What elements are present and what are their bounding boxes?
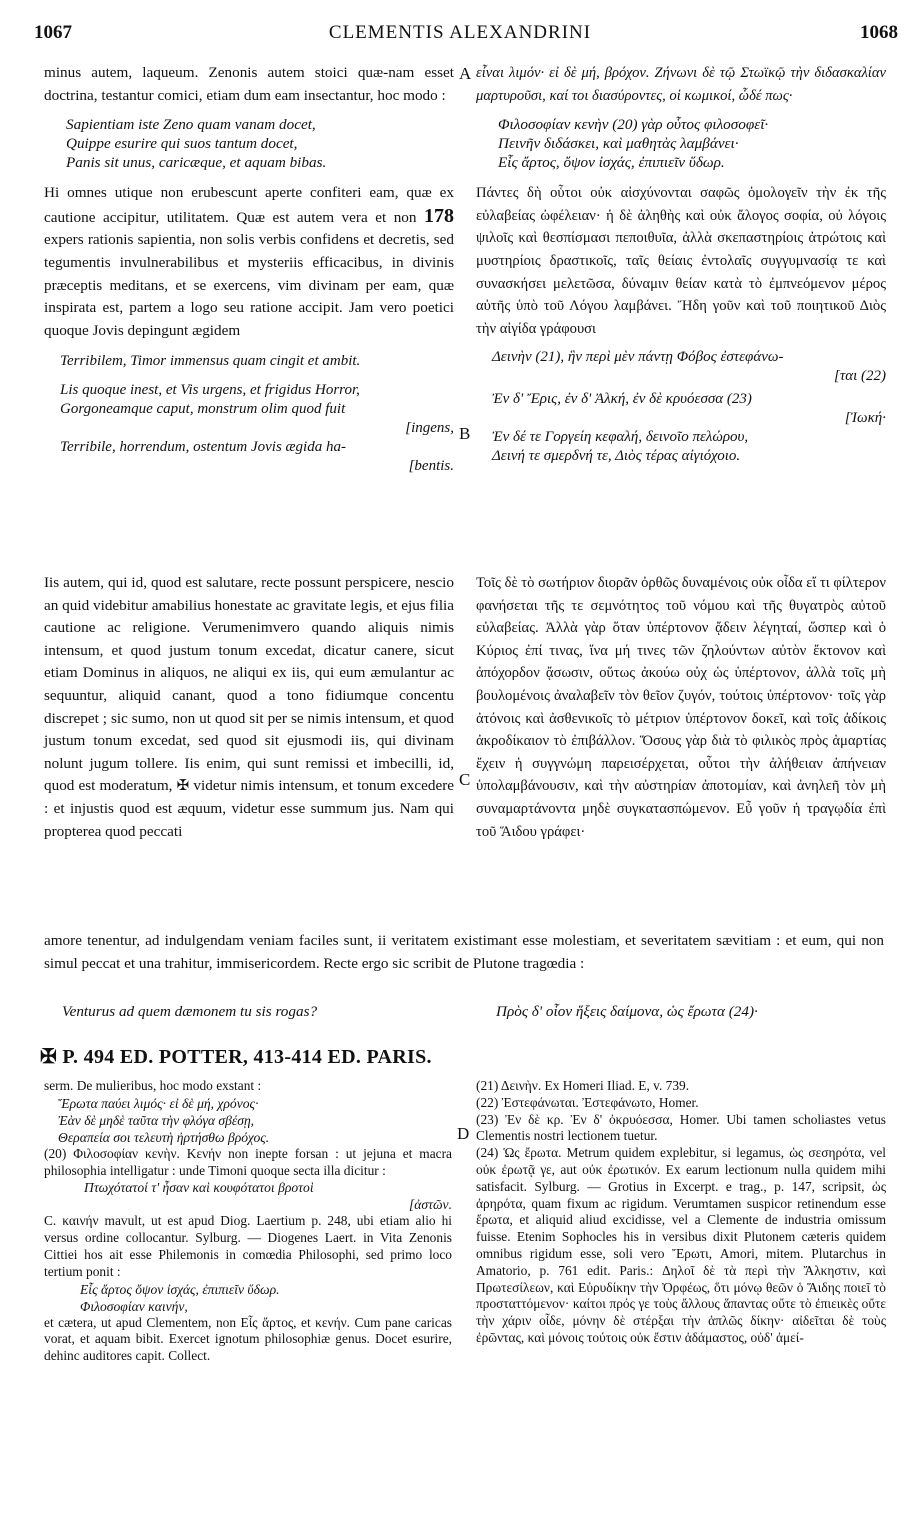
verse-line: Ἐν δέ τε Γοργείη κεφαλή, δεινοῖο πελώρου, <box>492 429 749 446</box>
verse-line: Terribile, horrendum, ostentum Jovis ægida ha- <box>60 439 346 456</box>
note-verse: Ἐὰν δὲ μηδὲ ταῦτα τὴν φλόγα σβέσῃ, <box>58 1112 255 1128</box>
verse-line: Lis quoque inest, et Vis urgens, et frigidus Horror, <box>60 382 360 399</box>
greek-intro: εἶναι λιμόν· εἰ δὲ μή, βρόχον. Ζήνωνι δὲ τῷ Στωϊκῷ τὴν διδασκαλίαν μαρτυροῦσι, καί τοι διασύροντες, οἱ κωμικοί, ὧδέ πως· <box>476 65 886 104</box>
note-21: (21) Δεινὴν. Ex Homeri Iliad. E, v. 739. <box>476 1078 690 1093</box>
note-verse: Εἷς ἄρτος ὄψον ἰσχάς, ἐπιπιεῖν ὕδωρ. <box>80 1281 280 1297</box>
verse-line: Quippe esurire qui suos tantum docet, <box>66 135 298 153</box>
running-title: CLEMENTIS ALEXANDRINI <box>328 22 592 43</box>
latin-quote: Venturus ad quem dæmonem tu sis rogas? <box>62 1003 318 1020</box>
verse-line: Gorgoneamque caput, monstrum olim quod fuit <box>60 401 346 418</box>
latin-paragraph-3: Iis autem, qui id, quod est salutare, recte possunt perspicere, nescio an quid videbitur amabilius honestate ac gravitate legis, et ejus filia cautione ac religione. Verumenimvero quando aliquis nimis intensum, et quod justum tonum excedat, dicatur canere, sicut etiam Dominus in aliquos, ne aliqui ex iis, qui eum æmulantur ac sequuntur, aliquid canant, quod a tono fidiumque concentu discrepet ; sic sumo, non ut quod sit per se nimis intensum, et quod justum tonum excedat, sed quod sit ejusmodi iis, qui divinam nolunt jugum tollere. Iis enim, qui sunt remissi et imbecilli, id, quod est moderatum, ✠ videtur nimis intensum, et tonum excedere : et injustis quod est æquum, videtur esse summum jus. Nam qui propterea quod peccati <box>44 574 454 840</box>
verse-line: [bentis. <box>408 458 454 475</box>
note-verse: Ἔρωτα παύει λιμός· εἰ δὲ μή, χρόνος· <box>58 1095 259 1111</box>
verse-line: [Ἰωκή· <box>844 410 886 427</box>
latin-verse-2a: Terribilem, Timor immensus quam cingit et ambit. <box>60 353 361 370</box>
section-heading: ✠ P. 494 ED. POTTER, 413-414 ED. PARIS. <box>40 1046 432 1068</box>
full-width-paragraph: amore tenentur, ad indulgendam veniam faciles sunt, ii veritatem existimant esse molestiam, et severitatem sævitiam : et eum, qui non simul peccat et una trahitur, immisericordem. Recte ergo sic scribit de Plutone tragœdia : <box>44 932 884 972</box>
note-20: (20) Φιλοσοφίαν κενὴν. Κενήν non inepte forsan : ut jejuna et macra philosophia intelligatur : unde Timoni quoque secta illa dicitur : <box>44 1145 452 1178</box>
page-number-right: 1068 <box>860 22 898 43</box>
verse-line: Δεινὴν (21), ἣν περὶ μὲν πάντῃ Φόβος ἐστεφάνω- <box>492 349 784 366</box>
note-verse: Θεραπεία σοι τελευτὴ ἠρτήσθω βρόχος. <box>58 1129 270 1145</box>
greek-quote: Πρὸς δ' οἷον ἥξεις δαίμονα, ὡς ἔρωτα (24)· <box>496 1003 758 1020</box>
verse-line: Εἷς ἄρτος, ὄψον ἰσχάς, ἐπιπιεῖν ὕδωρ. <box>498 154 725 172</box>
margin-letter-b: B <box>459 424 471 443</box>
note-23: (23) Ἐν δὲ κρ. Ἐν δ' ὀκρυόεσσα, Homer. Ubi tamen scholiastes vetus Clementis nostri lectionem tuetur. <box>476 1111 886 1144</box>
margin-letter-c: C <box>459 770 471 789</box>
latin-column-lower <box>44 572 454 843</box>
greek-verse-2a <box>476 348 886 386</box>
verse-line: Panis sit unus, caricæque, et aquam bibas. <box>66 154 327 172</box>
greek-column-lower <box>476 572 886 843</box>
latin-column <box>44 62 454 476</box>
verse-line: Sapientiam iste Zeno quam vanam docet, <box>66 116 316 134</box>
greek-verse-2b <box>476 390 886 466</box>
note-20-end: et cætera, ut apud Clementem, non Εἷς ἄρτος, et κενήν. Cum pane caricas vorat, et aquam bibit. Exercet ignotum philosophiæ genus. Docet esurire, dehinc auditores capit. Collect. <box>44 1314 452 1364</box>
latin-paragraph-2: Hi omnes utique non erubescunt aperte confiteri eam, quæ ex cautione accipitur, utilitatem. Quæ est autem vera et non 178 expers rationis sapientia, non solis verbis confidens et decretis, sed tegumentis invulnerabilibus et mysteriis efficacibus, in divinis præceptis meditans, et se exercens, vim divinam per eam, quæ inspirata est, partem a logo seu ratione accipit. Jam vero poetici quoque Jovis depingunt ægidem <box>44 184 455 339</box>
note-verse: Πτωχότατοί τ' ἦσαν καὶ κουφότατοι βροτοὶ <box>84 1180 314 1196</box>
note-24: (24) Ὡς ἔρωτα. Metrum quidem explebitur, si legamus, ὡς σεσηρότα, vel οὐκ ἐρωτᾷ γε, aut οὐκ ἐρωτικόν. Ex earum lectionum nulla quidem mihi satisfacit. Sylburg. — Grotius in Excerpt. e trag., p. 147, scripsit, ὡς ἀρηρότα, quam fixum ac rigidum. Verumtamen suspicor retinendum esse ἔρωτα, et aliquid aliud excidisse, vel a Clemente de industria omissum fuisse. Etenim Sophocles his in versibus dixit Plutonem cæteris quidem omnibus rigidum esse, soli vero Ἔρωτι, Amori, mitem. Plutarchus in Amatorio, p. 761 edit. Paris.: Δηλοῖ δὲ τὰ περὶ τὴν Ἄλκηστιν, καὶ Πρωτεσίλεων, καὶ Εὐρυδίκην τὴν Ὀρφέως, ὅτι μόνῳ θεῶν ὁ Ἅιδης ποιεῖ τὸ προσταττόμενον· καίτοι πρός γε τοὺς ἄλλους ἅπαντας οὔτε τὸ ἐπιεικὲς οὔτε τὴν χάριν οἶδε, μόνην δὲ στέρξαι τὴν ἁπλῶς δίκην· αἰδεῖται δὲ τοὺς ἐρῶντας, καὶ μόνοις τούτοις οὐκ ἔστιν ἀδάμαστος, οὐδ' ἀμεί- <box>476 1145 886 1345</box>
notes-right <box>476 1078 886 1347</box>
verse-line: Πεινῆν διδάσκει, καὶ μαθητὰς λαμβάνει· <box>498 135 739 153</box>
greek-column <box>476 62 886 466</box>
greek-verse-1 <box>476 115 886 172</box>
verse-line: Ἐν δ' Ἔρις, ἐν δ' Ἀλκή, ἐν δὲ κρυόεσσα (23) <box>492 391 752 408</box>
greek-paragraph-3: Τοῖς δὲ τὸ σωτήριον διορᾶν ὀρθῶς δυναμένοις οὐκ οἶδα εἴ τι φίλτερον φανήσεται τῆς τε σεμνότητος τοῦ νόμου καὶ τῆς θυγατρὸς αὐτοῦ εὐλαβείας. Ἀλλὰ γὰρ ὅταν ὑπέρτονον ᾄδειν λέγηταί, ὥσπερ καὶ ὁ Κύριος ἐπί τινας, ἵνα μή τινες τῶν ζηλούντων αὐτὸν ἔκτονον καὶ ἀπόχορδον ᾄσωσιν, οὕτως ἀκούω οὐχ ὡς ὑπέρτονον, ἀλλὰ τοῖς μὴ βουλομένοις ἀναλαβεῖν τὸν θεῖον ζυγόν, τούτοις ὑπέρτονον· τοῖς γὰρ ἀτόνοις καὶ ἀσθενικοῖς τὸ μέτριον ὑπέρτονον δοκεῖ, καὶ τοῖς ἀδίκοις ἀκροδίκαιον τὸ ἐπιβάλλον. Ὅσους γὰρ διὰ τὸ φιλικὸς πρὸς ἁμαρτίας ἔχειν ἡ συγγνώμη παρεισέρχεται, οὗτοι τὴν ἀλήθειαν ἀπήνειαν ὑπολαμβάνουσιν, καὶ τὴν αὐστηρίαν ἀποτομίαν, καὶ ἀνηλεῆ τὸν μὴ συναμαρτάνοντα μηδὲ συγκατασπώμενον. Εὖ γοῦν ἡ τραγῳδία ἐπὶ τοῦ Ἅιδου γράφει· <box>476 575 886 840</box>
page-number-left: 1067 <box>34 22 72 43</box>
latin-verse-1 <box>44 115 454 172</box>
latin-intro: minus autem, laqueum. Zenonis autem stoici quæ-nam esset doctrina, testantur comici, etiam dum eam insectantur, hoc modo : <box>44 64 454 104</box>
margin-letter-d: D <box>457 1124 470 1143</box>
verse-line: Φιλοσοφίαν κενὴν (20) γὰρ οὗτος φιλοσοφεῖ· <box>498 116 769 134</box>
verse-line: [ingens, <box>405 420 454 437</box>
notes-left <box>44 1078 452 1365</box>
note-verse: Φιλοσοφίαν καινήν, <box>80 1298 188 1314</box>
running-header <box>0 22 920 56</box>
note-20-cont: C. καινήν mavult, ut est apud Diog. Laertium p. 248, ubi etiam alio hi versus ordine collocantur. Sylburg. — Diogenes Laert. in Vita Zenonis Cittiei hos ait esse Philemonis in comœdia Philosophi, sed primo loco tertium ponit : <box>44 1213 452 1279</box>
note-line: serm. De mulieribus, hoc modo exstant : <box>44 1078 262 1093</box>
verse-line: [ται (22) <box>834 368 886 385</box>
latin-verse-2b <box>44 381 454 476</box>
greek-paragraph-2: Πάντες δὴ οὗτοι οὐκ αἰσχύνονται σαφῶς ὁμολογεῖν τὴν ἐκ τῆς εὐλαβείας ὠφέλειαν· ἡ δὲ ἀληθὴς καὶ οὐκ ἄλογος σοφία, οὐ λόγοις ψιλοῖς καὶ θεσπίσμασι πεποιθυῖα, ἀλλὰ σκεπαστηρίοις ἀτρώτοις καὶ μυστηρίοις δραστικοῖς, ταῖς θείαις ἐντολαῖς συγγυμνασίᾳ τε καὶ συνασκήσει μελετῶσα, δύναμιν θείαν κατὰ τὸ ἐμπνεόμενον μέρος αὐτῆς ὑπὸ τοῦ Λόγου λαμβάνει. Ἤδη γοῦν καὶ τοῦ ποιητικοῦ Διὸς τὴν αἰγίδα γράφουσι <box>476 185 886 337</box>
note-verse: [ἀστῶν. <box>408 1197 452 1213</box>
verse-line: Δεινή τε σμερδνή τε, Διὸς τέρας αἰγιόχοιο. <box>492 448 741 465</box>
margin-page-number: 178 <box>424 204 455 227</box>
margin-letter-a: A <box>459 64 472 83</box>
note-22: (22) Ἐστεφάνωται. Ἐστεφάνωτο, Homer. <box>476 1094 699 1110</box>
